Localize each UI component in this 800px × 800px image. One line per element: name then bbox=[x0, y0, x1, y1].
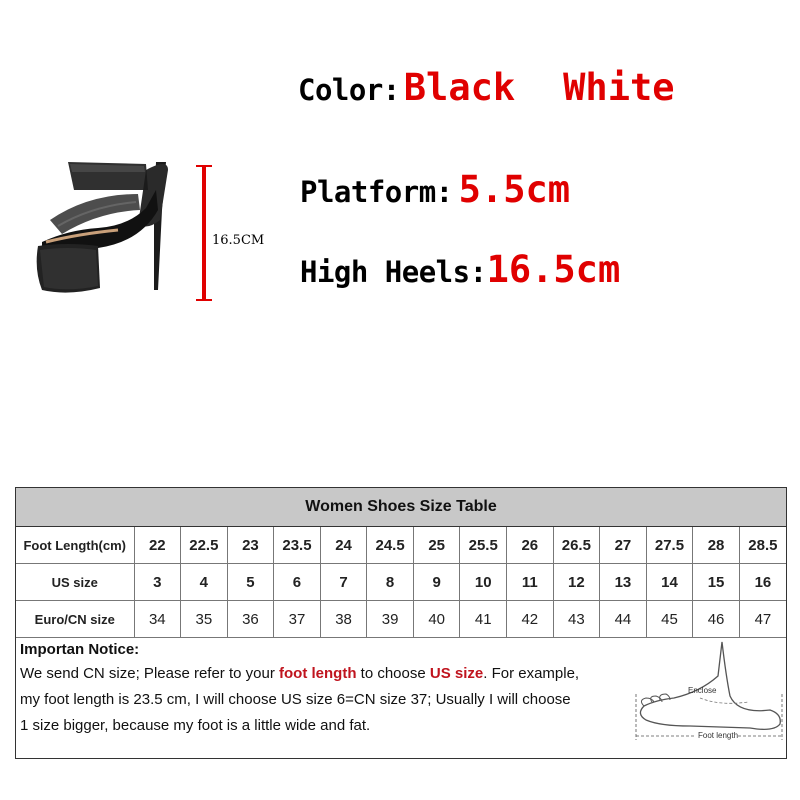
row-label: US size bbox=[16, 564, 134, 601]
table-cell: 44 bbox=[600, 601, 647, 638]
notice-title: Importan Notice: bbox=[20, 641, 140, 658]
table-cell: 12 bbox=[553, 564, 600, 601]
table-cell: 27 bbox=[600, 527, 647, 564]
foot-enclose-label: Enclose bbox=[688, 686, 717, 695]
table-cell: 28 bbox=[693, 527, 740, 564]
color-black: Black bbox=[403, 66, 516, 109]
table-cell: 26 bbox=[507, 527, 554, 564]
size-table bbox=[16, 527, 786, 638]
foot-diagram bbox=[630, 636, 784, 750]
notice-line-2: my foot length is 23.5 cm, I will choose US size 6=CN size 37; Usually I will choose bbox=[20, 691, 571, 708]
heels-spec bbox=[300, 248, 620, 291]
table-cell: 23 bbox=[227, 527, 274, 564]
notice-text: to choose bbox=[356, 665, 430, 682]
table-row bbox=[16, 601, 786, 638]
heels-value: 16.5cm bbox=[486, 248, 621, 291]
table-cell: 38 bbox=[320, 601, 367, 638]
table-cell: 4 bbox=[181, 564, 228, 601]
foot-length-label: Foot length bbox=[698, 731, 739, 740]
table-row bbox=[16, 527, 786, 564]
table-cell: 25.5 bbox=[460, 527, 507, 564]
notice-line-3: 1 size bigger, because my foot is a little wide and fat. bbox=[20, 717, 371, 734]
notice bbox=[20, 641, 630, 739]
table-cell: 26.5 bbox=[553, 527, 600, 564]
table-cell: 45 bbox=[646, 601, 693, 638]
table-cell: 5 bbox=[227, 564, 274, 601]
table-cell: 36 bbox=[227, 601, 274, 638]
table-cell: 15 bbox=[693, 564, 740, 601]
platform-label: Platform: bbox=[300, 175, 453, 209]
row-label: Foot Length(cm) bbox=[16, 527, 134, 564]
shoe-image bbox=[28, 150, 188, 310]
platform-spec bbox=[300, 168, 570, 211]
table-cell: 40 bbox=[413, 601, 460, 638]
table-cell: 28.5 bbox=[739, 527, 786, 564]
table-cell: 11 bbox=[507, 564, 554, 601]
table-cell: 3 bbox=[134, 564, 181, 601]
notice-us-size: US size bbox=[429, 665, 484, 682]
table-cell: 46 bbox=[693, 601, 740, 638]
table-cell: 22.5 bbox=[181, 527, 228, 564]
table-row bbox=[16, 564, 786, 601]
table-cell: 23.5 bbox=[274, 527, 321, 564]
table-cell: 22 bbox=[134, 527, 181, 564]
table-cell: 42 bbox=[507, 601, 554, 638]
table-cell: 10 bbox=[460, 564, 507, 601]
notice-text: . For example, bbox=[483, 665, 580, 682]
table-cell: 14 bbox=[646, 564, 693, 601]
size-table-panel bbox=[15, 487, 787, 759]
table-cell: 13 bbox=[600, 564, 647, 601]
heels-label: High Heels: bbox=[300, 255, 487, 289]
table-cell: 35 bbox=[181, 601, 228, 638]
row-label: Euro/CN size bbox=[16, 601, 134, 638]
color-white: White bbox=[563, 66, 675, 109]
table-cell: 25 bbox=[413, 527, 460, 564]
color-label: Color: bbox=[298, 73, 400, 107]
table-cell: 16 bbox=[739, 564, 786, 601]
table-cell: 9 bbox=[413, 564, 460, 601]
table-cell: 6 bbox=[274, 564, 321, 601]
notice-text: We send CN size; Please refer to your bbox=[20, 665, 279, 682]
height-measure-label: 16.5CM bbox=[212, 233, 265, 248]
table-cell: 47 bbox=[739, 601, 786, 638]
table-cell: 34 bbox=[134, 601, 181, 638]
table-cell: 39 bbox=[367, 601, 414, 638]
table-cell: 8 bbox=[367, 564, 414, 601]
color-spec bbox=[298, 66, 675, 109]
table-cell: 27.5 bbox=[646, 527, 693, 564]
table-cell: 37 bbox=[274, 601, 321, 638]
notice-line-1 bbox=[20, 661, 630, 687]
notice-foot-length: foot length bbox=[279, 665, 357, 682]
table-cell: 41 bbox=[460, 601, 507, 638]
table-cell: 24.5 bbox=[367, 527, 414, 564]
table-cell: 43 bbox=[553, 601, 600, 638]
platform-value: 5.5cm bbox=[458, 168, 571, 211]
table-cell: 7 bbox=[320, 564, 367, 601]
table-cell: 24 bbox=[320, 527, 367, 564]
size-table-title: Women Shoes Size Table bbox=[16, 488, 786, 527]
